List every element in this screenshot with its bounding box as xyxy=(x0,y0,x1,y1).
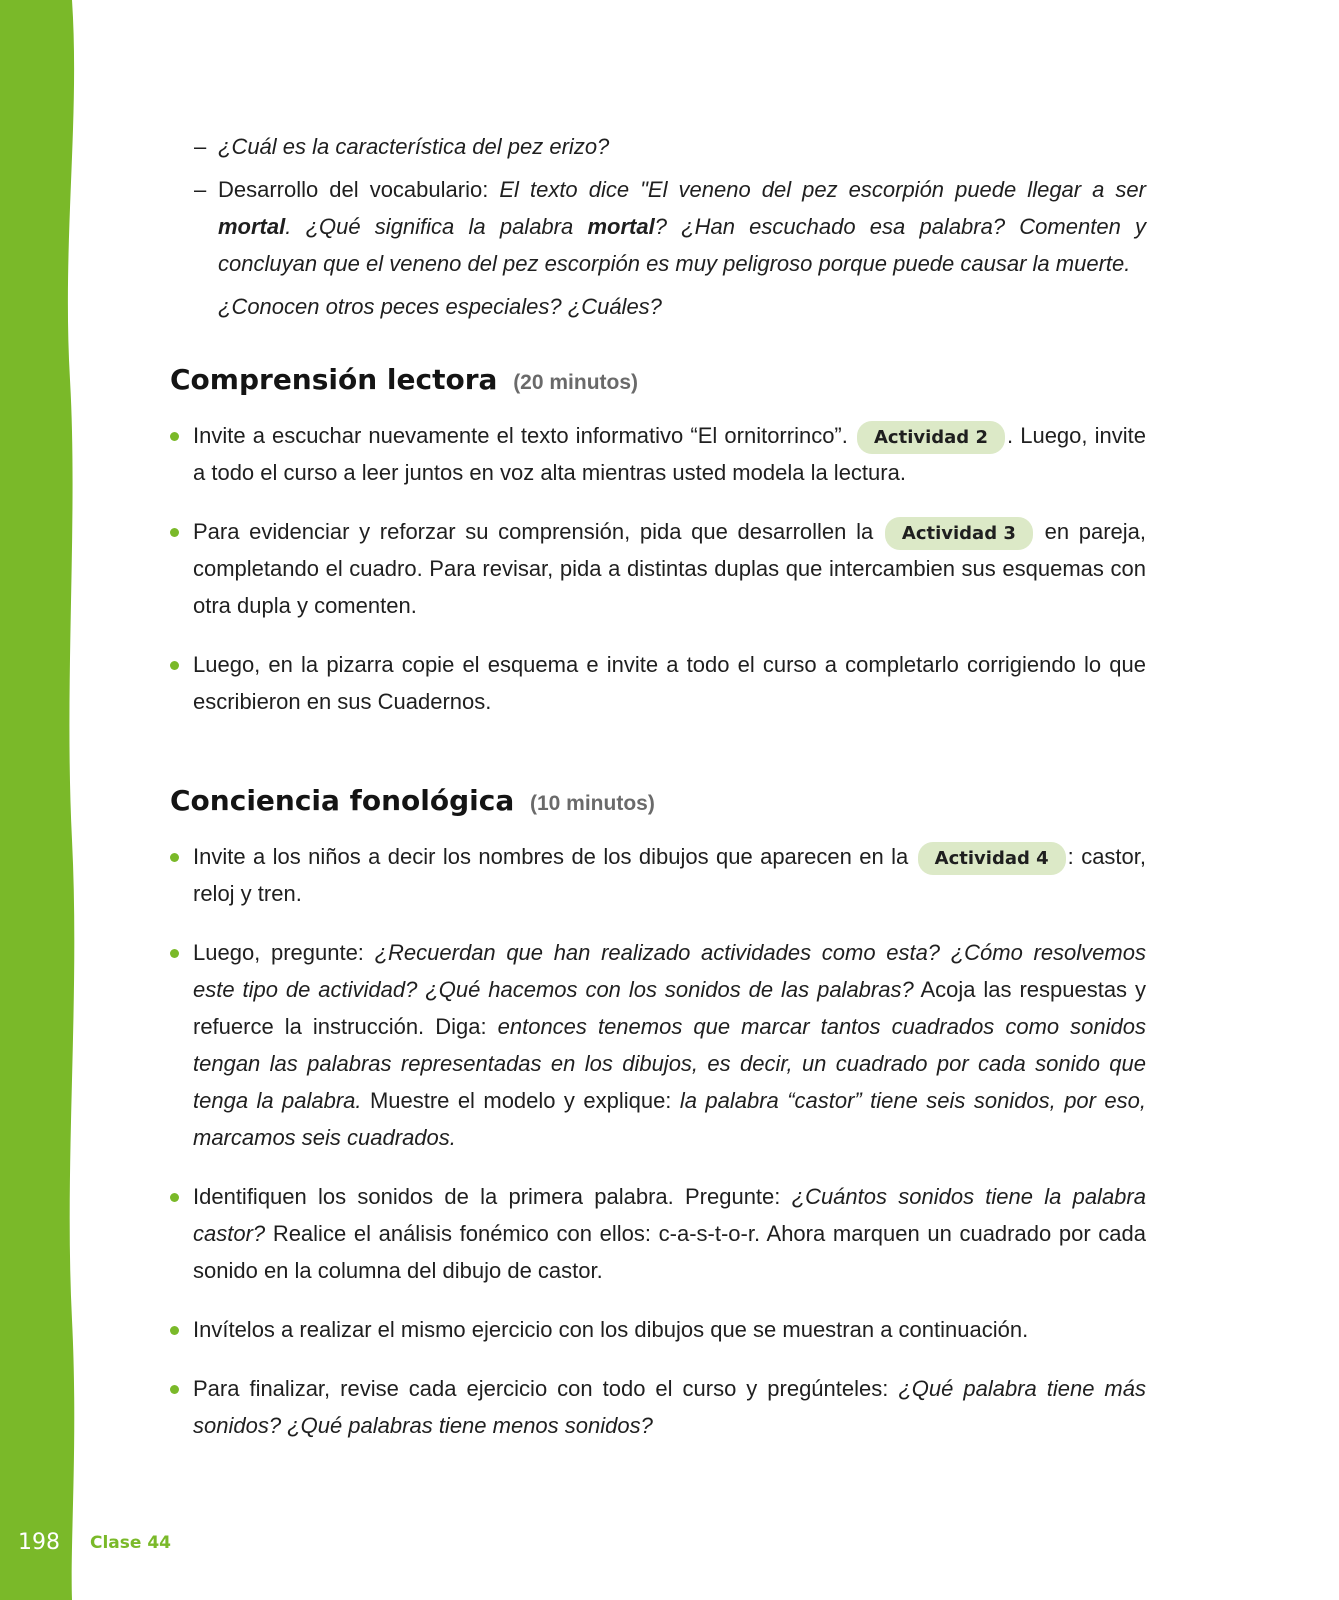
vocab-word: mortal xyxy=(218,214,286,239)
bullet-italic: entonces tenemos que marcar tantos cuadrados como sonidos tengan las palabras representadas en los dibujos, es decir, un cuadrado por cada sonido que tenga la palabra. xyxy=(193,1014,1147,1113)
section-title-comprension xyxy=(170,361,1146,401)
vocab-conclusion: ? ¿Han escuchado esa palabra? Comenten y concluyan que el veneno del pez escorpión es muy peligroso porque puede causar la muerte. xyxy=(218,214,1147,276)
intro-question-1 xyxy=(170,128,1146,165)
bullet-italic: ¿Recuerdan que han realizado actividades como esta? ¿Cómo resolvemos este tipo de actividad? ¿Qué hacemos con los sonidos de las palabras? xyxy=(193,940,1146,1002)
page-number: 198 xyxy=(18,1530,60,1555)
bullet-dot xyxy=(170,1385,179,1394)
bullet-text: . Luego, invite a todo el curso a leer juntos en voz alta mientras usted modela la lectura. xyxy=(193,423,1146,485)
bullet-text: Muestre el modelo y explique: xyxy=(369,1088,672,1113)
bullet-dot xyxy=(170,1193,179,1202)
bullet-item xyxy=(170,1311,1146,1348)
section-title-text: Conciencia fonológica xyxy=(170,784,515,817)
bullet-text: Para evidenciar y reforzar su comprensión, pida que desarrollen la xyxy=(193,519,874,544)
bullet-dot xyxy=(170,528,179,537)
section-minutes: (20 minutos) xyxy=(513,371,639,394)
main-content xyxy=(170,128,1146,1466)
section-title-conciencia xyxy=(170,782,1146,822)
dash-marker: – xyxy=(194,177,207,202)
bullet-text: Realice el análisis fonémico con ellos: c-a-s-t-o-r. Ahora marquen un cuadrado por cada sonido en la columna del dibujo de castor. xyxy=(193,1221,1146,1283)
bullet-text: Para finalizar, revise cada ejercicio con todo el curso y pregúnteles: xyxy=(193,1376,889,1401)
question-text: ¿Cuál es la característica del pez erizo? xyxy=(218,134,610,159)
bullet-text: Luego, en la pizarra copie el esquema e invite a todo el curso a completarlo corrigiendo lo que escribieron en sus Cuadernos. xyxy=(193,652,1146,714)
vocab-word: mortal xyxy=(587,214,655,239)
bullet-dot xyxy=(170,853,179,862)
vocab-question: . ¿Qué significa la palabra xyxy=(285,214,574,239)
bullet-italic: la palabra “castor” tiene seis sonidos, por eso, marcamos seis cuadrados. xyxy=(193,1088,1146,1150)
class-label: Clase 44 xyxy=(90,1533,171,1553)
bullet-text: : castor, reloj y tren. xyxy=(193,844,1146,906)
bullet-item xyxy=(170,646,1146,720)
bullet-item xyxy=(170,1370,1146,1444)
activity-badge: Actividad 4 xyxy=(918,842,1066,875)
bullet-item xyxy=(170,838,1146,912)
bullet-item xyxy=(170,934,1146,1156)
bullet-text: Acoja las respuestas y refuerce la instrucción. Diga: xyxy=(193,977,1146,1039)
activity-badge: Actividad 3 xyxy=(885,517,1033,550)
bullet-item xyxy=(170,417,1146,491)
bullet-text: Invite a los niños a decir los nombres de los dibujos que aparecen en la xyxy=(193,844,909,869)
green-side-band xyxy=(0,0,86,1600)
section-minutes: (10 minutos) xyxy=(529,792,655,815)
bullet-item xyxy=(170,513,1146,624)
bullet-text: Luego, pregunte: xyxy=(193,940,364,965)
vocab-extra-question: ¿Conocen otros peces especiales? ¿Cuáles? xyxy=(218,294,662,319)
dash-marker: – xyxy=(194,134,207,159)
bullet-dot xyxy=(170,432,179,441)
bullet-dot xyxy=(170,949,179,958)
bullet-text: Identifiquen los sonidos de la primera palabra. Pregunte: xyxy=(193,1184,781,1209)
section-title-text: Comprensión lectora xyxy=(170,363,498,396)
bullet-text: Invite a escuchar nuevamente el texto informativo “El ornitorrinco”. xyxy=(193,423,848,448)
bullet-dot xyxy=(170,661,179,670)
bullet-text: en pareja, completando el cuadro. Para revisar, pida a distintas duplas que intercambien sus esquemas con otra dupla y comenten. xyxy=(193,519,1146,618)
vocab-lead: Desarrollo del vocabulario: xyxy=(218,177,489,202)
intro-question-2 xyxy=(170,171,1146,325)
activity-badge: Actividad 2 xyxy=(857,421,1005,454)
vocab-quote: El texto dice "El veneno del pez escorpión puede llegar a ser xyxy=(499,177,1146,202)
bullet-italic: ¿Qué palabra tiene más sonidos? ¿Qué palabras tiene menos sonidos? xyxy=(193,1376,1146,1438)
bullet-italic: ¿Cuántos sonidos tiene la palabra castor? xyxy=(193,1184,1146,1246)
bullet-text: Invítelos a realizar el mismo ejercicio con los dibujos que se muestran a continuación. xyxy=(193,1317,1029,1342)
bullet-item xyxy=(170,1178,1146,1289)
bullet-dot xyxy=(170,1326,179,1335)
